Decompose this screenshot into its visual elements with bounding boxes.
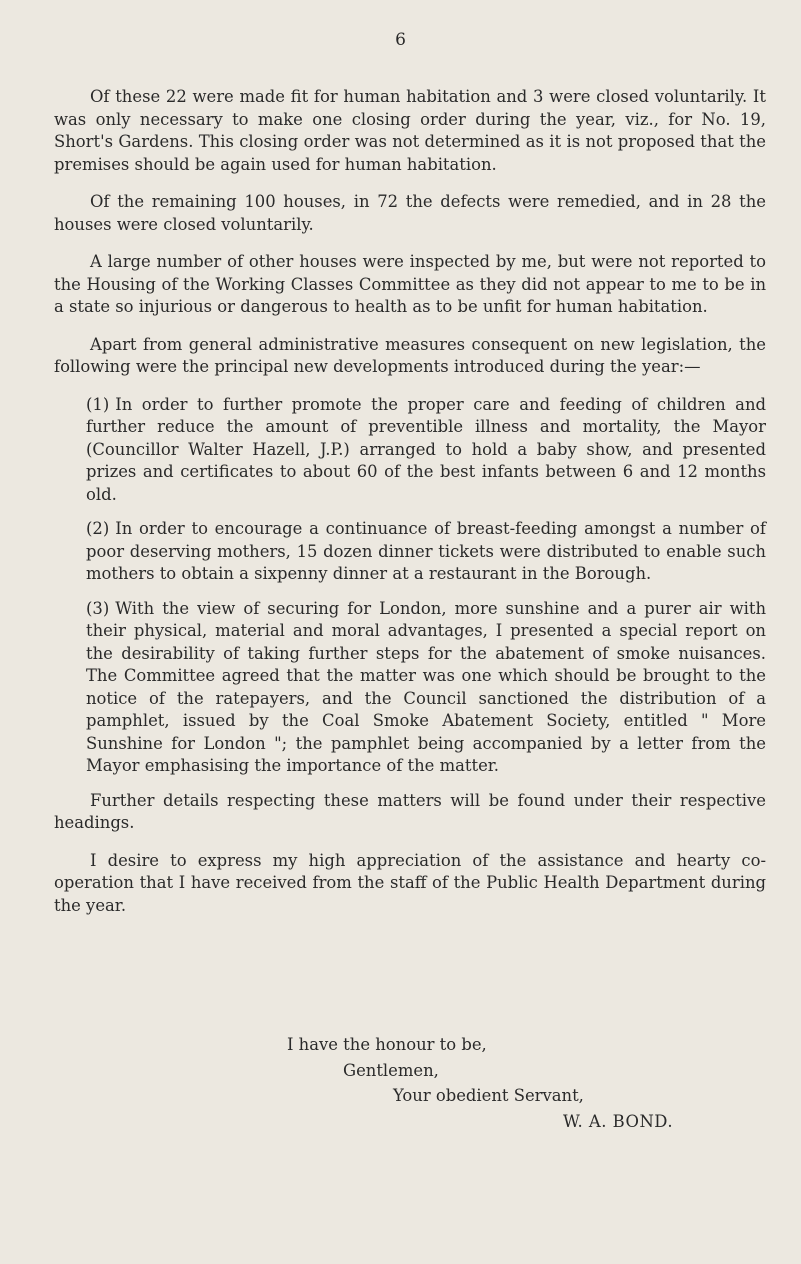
paragraph-appreciation: I desire to express my high appreciation of the assistance and hearty co-operation that I have received from the staff of the Public Health Department during the year. <box>54 850 766 915</box>
signature: W. A. BOND. <box>563 1111 674 1131</box>
signoff-salutation: Gentlemen, <box>343 1060 439 1080</box>
page-number: 6 <box>395 30 406 50</box>
paragraph-other-houses: A large number of other houses were inspected by me, but were not reported to the Housing of the Working Classes Committee as they did not appear to me to be in a state so injurious or dangerous to health as to be unfit for human habitation. <box>54 252 766 316</box>
list-item-baby-show <box>86 394 766 507</box>
list-item-text: In order to encourage a continuance of breast-feeding amongst a number of poor deserving mothers, 15 dozen dinner tickets were distributed to enable such mothers to obtain a sixpenny dinner at a restaurant in the Borough. <box>86 519 766 583</box>
list-item-number: (3) <box>86 598 110 618</box>
paragraph-further-details: Further details respecting these matters will be found under their respective headings. <box>54 790 766 832</box>
list-item-text: With the view of securing for London, more sunshine and a purer air with their physical, material and moral advantages, I presented a special report on the desirability of taking further steps for the abatement of smoke nuisances. The Committee agreed that the matter was one which should be brought to the notice of the ratepayers, and the Council sanctioned the distribution of a pamphlet, issued by the Coal Smoke Abatement Society, entitled " More Sunshine for London "; the pamphlet being accompanied by a letter from the Mayor emphasising the importance of the matter. <box>86 598 766 775</box>
list-item-dinner-tickets <box>86 518 766 586</box>
body-text <box>54 86 766 932</box>
paragraph-developments-intro: Apart from general administrative measures consequent on new legislation, the following were the principal new developments introduced during the year:— <box>54 334 766 376</box>
signoff-block <box>0 1032 801 1134</box>
signoff-servant: Your obedient Servant, <box>393 1086 584 1105</box>
list-item-number: (2) <box>86 519 110 538</box>
list-item-smoke-abatement <box>86 598 766 778</box>
list-item-text: In order to further promote the proper care and feeding of children and further reduce the amount of preventible illness and mortality, the Mayor (Councillor Walter Hazell, J.P.) arranged to hold a baby show, and presented prizes and certificates to about 60 of the best infants between 6 and 12 months old. <box>86 394 766 504</box>
paragraph-remaining-houses: Of the remaining 100 houses, in 72 the defects were remedied, and in 28 the houses were closed voluntarily. <box>54 192 766 234</box>
list-item-number: (1) <box>86 394 110 414</box>
signoff-honour: I have the honour to be, <box>287 1035 487 1054</box>
paragraph-closing-orders: Of these 22 were made fit for human habitation and 3 were closed voluntarily. It was only necessary to make one closing order during the year, viz., for No. 19, Short's Gardens. This closing order was not determined as it is not proposed that the premises should be again used for human habitation. <box>54 87 766 174</box>
